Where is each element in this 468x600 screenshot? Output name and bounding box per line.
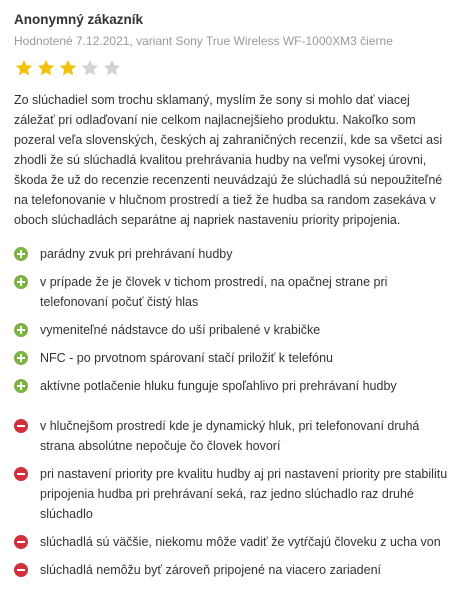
star-rating: [14, 58, 454, 78]
minus-circle-icon: [14, 467, 28, 481]
review-author: Anonymný zákazník: [14, 12, 144, 27]
star-filled-icon: [58, 58, 78, 78]
con-item: [14, 464, 454, 524]
pro-item: [14, 376, 454, 396]
minus-circle-icon: [14, 419, 28, 433]
pro-item-text: vymeniteľné nádstavce do uší pribalené v krabičke: [40, 323, 321, 337]
pro-item: [14, 320, 454, 340]
minus-circle-icon: [14, 535, 28, 549]
con-item-text: slúchadlá nemôžu byť zároveň pripojené na viacero zariadení: [40, 563, 382, 577]
con-item-text: v hlučnejšom prostredí kde je dynamický hluk, pri telefonovaní druhá strana absolútne nepočuje čo človek hovorí: [40, 419, 420, 453]
pro-item-text: parádny zvuk pri prehrávaní hudby: [40, 247, 233, 261]
pro-item: [14, 244, 454, 264]
plus-circle-icon: [14, 351, 28, 365]
review-text: Zo slúchadiel som trochu sklamaný, myslím že sony si mohlo dať viacej záležať pri odlaďovaní nie celkom najlacnejšieho produktu. Nakoľko som pozeral veľa slovenských, českých aj zahraničných recenzií, kde sa všetci asi zhodli že sú slúchadlá kvalitou prehrávania hudby na veľmi vysokej úrovni, škoda že už do recenzie recenzenti neuvádzajú že slúchadlá sú nepoužiteľné na telefonovanie v hlučnom prostredí a tiež že hudba sa random zasekáva v oboch slúchadlách separátne aj napriek nastaveniu priority pripojenia.: [14, 93, 443, 227]
plus-circle-icon: [14, 247, 28, 261]
plus-circle-icon: [14, 379, 28, 393]
pros-list: [14, 244, 454, 396]
star-filled-icon: [36, 58, 56, 78]
star-empty-icon: [102, 58, 122, 78]
plus-circle-icon: [14, 323, 28, 337]
review-meta: Hodnotené 7.12.2021, variant Sony True Wireless WF-1000XM3 čierne: [14, 34, 393, 48]
plus-circle-icon: [14, 275, 28, 289]
con-item: [14, 532, 454, 552]
pro-item-text: aktívne potlačenie hluku funguje spoľahlivo pri prehrávaní hudby: [40, 379, 397, 393]
star-empty-icon: [80, 58, 100, 78]
pro-item-text: v prípade že je človek v tichom prostredí, na opačnej strane pri telefonovaní počuť čistý hlas: [40, 275, 388, 309]
pro-item-text: NFC - po prvotnom spárovaní stačí priložiť k telefónu: [40, 351, 334, 365]
con-item: [14, 416, 454, 456]
con-item: [14, 560, 454, 580]
minus-circle-icon: [14, 563, 28, 577]
con-item-text: pri nastavení priority pre kvalitu hudby aj pri nastavení priority pre stabilitu pripojenia hudba pri prehrávaní seká, raz jedno slúchadlo raz druhé slúchadlo: [40, 467, 448, 521]
star-filled-icon: [14, 58, 34, 78]
pro-item: [14, 348, 454, 368]
pro-item: [14, 272, 454, 312]
con-item-text: slúchadlá sú väčšie, niekomu môže vadiť že vytŕčajú človeku z ucha von: [40, 535, 441, 549]
cons-list: [14, 416, 454, 580]
